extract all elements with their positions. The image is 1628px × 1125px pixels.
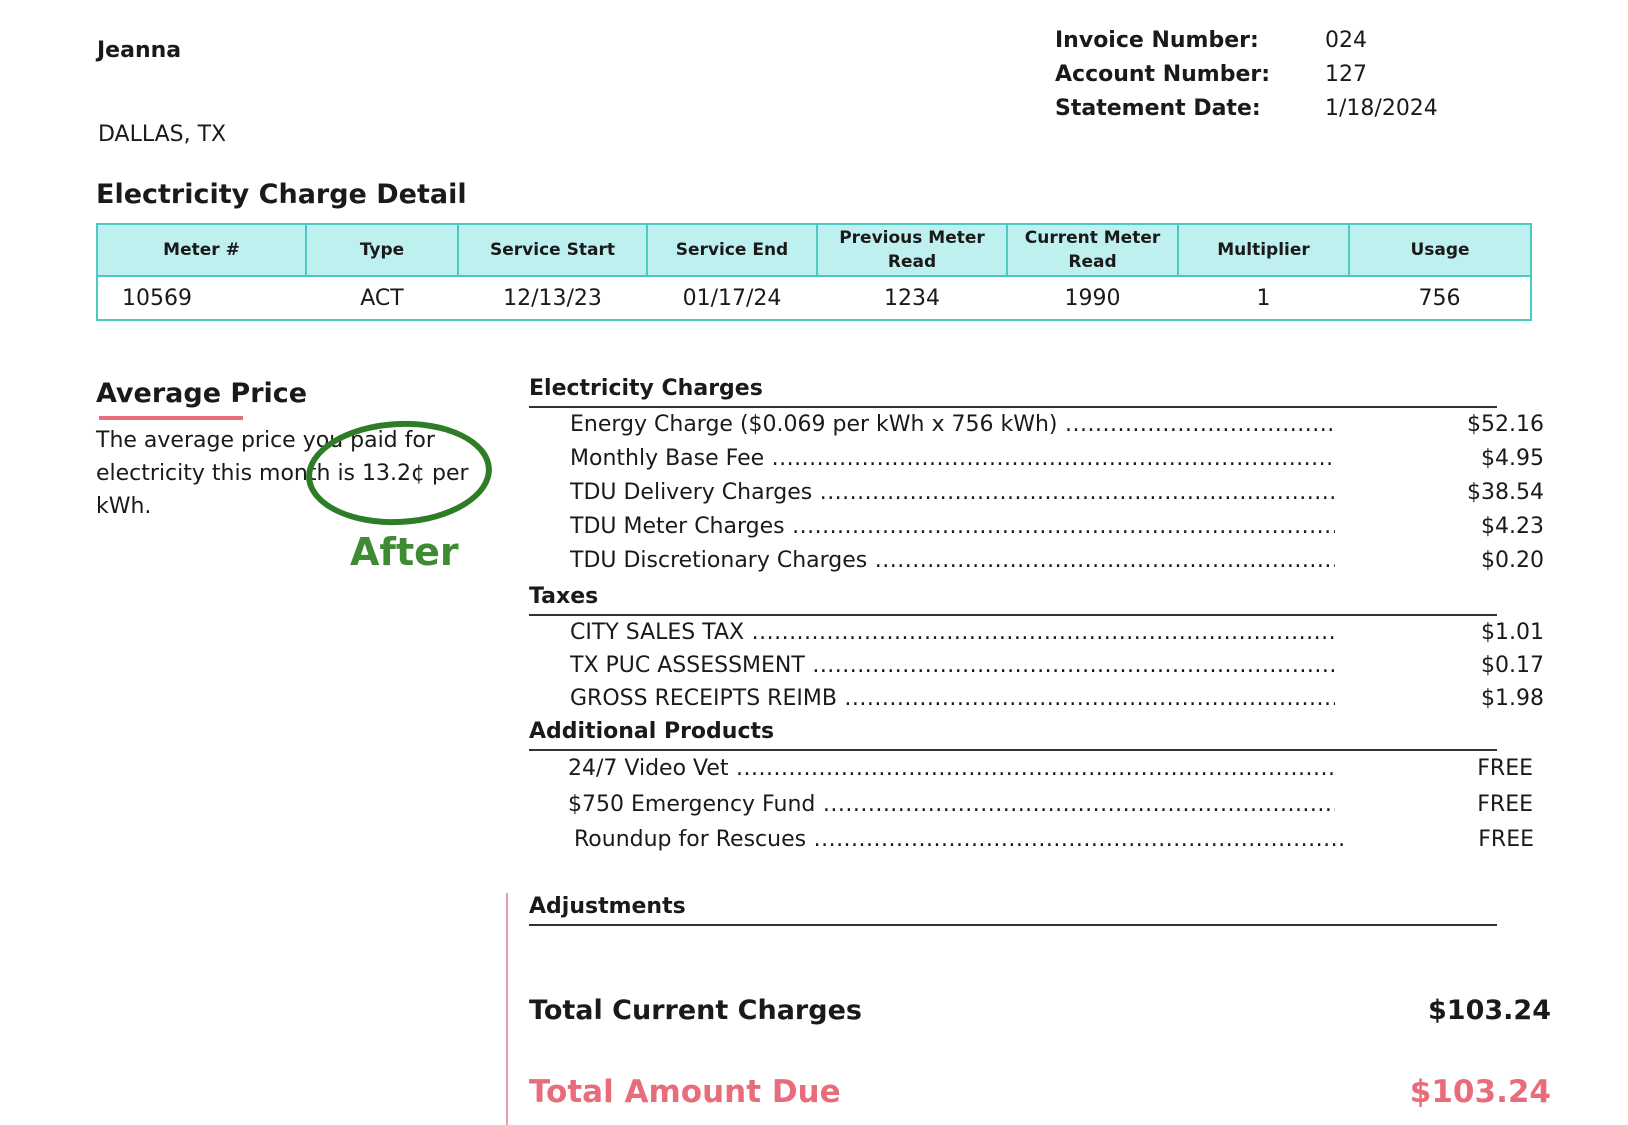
header-service-end: Service End [647, 224, 817, 276]
average-price-text: The average price you paid for electricity this month is 13.2¢ per kWh. [96, 428, 469, 519]
statement-date: 1/18/2024 [1325, 96, 1438, 121]
product-item-label: $750 Emergency Fund ..... [568, 790, 1335, 820]
total-current-charges-value: $103.24 [1428, 995, 1551, 1026]
customer-city: DALLAS, TX [98, 122, 227, 147]
product-item-label: 24/7 Video Vet ..... [568, 754, 1335, 784]
additional-products-rule [529, 749, 1497, 751]
meter-table [96, 223, 1532, 321]
table-row [97, 276, 1531, 320]
invoice-number-label: Invoice Number: [1055, 28, 1259, 53]
cell-type: ACT [360, 285, 404, 311]
charge-item-value: $4.95 [1481, 446, 1544, 471]
charge-item-label: Monthly Base Fee ..... [570, 444, 1335, 474]
charge-item-label: Energy Charge ($0.069 per kWh x 756 kWh) ..... [570, 410, 1335, 440]
charge-item-label: TDU Discretionary Charges ..... [570, 546, 1335, 576]
tax-item-label: CITY SALES TAX ..... [570, 618, 1335, 648]
total-amount-due-label: Total Amount Due [529, 1074, 841, 1110]
cell-previous-read: 1234 [884, 285, 940, 311]
charge-item-value: $4.23 [1481, 514, 1544, 539]
product-item-value: FREE [1478, 827, 1534, 852]
charge-item-value: $38.54 [1467, 480, 1544, 505]
tax-item-value: $1.98 [1481, 686, 1544, 711]
taxes-rule [529, 614, 1497, 616]
tax-item-label: GROSS RECEIPTS REIMB ..... [570, 684, 1335, 714]
product-item-value: FREE [1477, 792, 1533, 817]
total-current-charges-label: Total Current Charges [529, 995, 862, 1026]
cell-service-end: 01/17/24 [682, 285, 782, 311]
adjustments-rule [529, 924, 1497, 926]
account-number-label: Account Number: [1055, 62, 1271, 87]
tax-item-value: $1.01 [1481, 620, 1544, 645]
total-amount-due-value: $103.24 [1409, 1074, 1551, 1110]
charge-item-label: TDU Meter Charges ..... [570, 512, 1335, 542]
average-price-underline [99, 416, 243, 420]
cell-usage: 756 [1418, 285, 1461, 311]
tax-item-label: TX PUC ASSESSMENT ..... [570, 651, 1335, 681]
charge-item-value: $52.16 [1467, 412, 1544, 437]
cell-multiplier: 1 [1256, 285, 1271, 311]
header-current-read: Current Meter Read [1007, 224, 1178, 276]
charge-item-value: $0.20 [1481, 548, 1544, 573]
charge-detail-title: Electricity Charge Detail [96, 179, 467, 210]
meter-table-header [97, 224, 1531, 276]
invoice-number: 024 [1325, 28, 1367, 53]
left-accent-rule [506, 893, 508, 1125]
charge-item-label: TDU Delivery Charges ..... [570, 478, 1335, 508]
cell-current-read: 1990 [1064, 285, 1121, 311]
cell-service-start: 12/13/23 [503, 285, 602, 311]
additional-products-heading: Additional Products [529, 719, 775, 744]
product-item-label: Roundup for Rescues ..... [574, 825, 1343, 855]
adjustments-heading: Adjustments [529, 894, 686, 919]
statement-date-label: Statement Date: [1055, 96, 1261, 121]
product-item-value: FREE [1477, 756, 1533, 781]
header-usage: Usage [1349, 224, 1531, 276]
electricity-charges-rule [529, 406, 1497, 408]
average-price-title: Average Price [96, 378, 308, 409]
header-type: Type [306, 224, 458, 276]
header-service-start: Service Start [458, 224, 647, 276]
taxes-heading: Taxes [529, 584, 599, 609]
account-number: 127 [1325, 62, 1367, 87]
electricity-charges-heading: Electricity Charges [529, 376, 763, 401]
cell-meter: 10569 [122, 285, 192, 311]
header-meter: Meter # [97, 224, 306, 276]
header-previous-read: Previous Meter Read [817, 224, 1007, 276]
header-multiplier: Multiplier [1178, 224, 1349, 276]
customer-name: Jeanna [97, 38, 182, 63]
tax-item-value: $0.17 [1481, 653, 1544, 678]
after-annotation: After [350, 530, 459, 574]
